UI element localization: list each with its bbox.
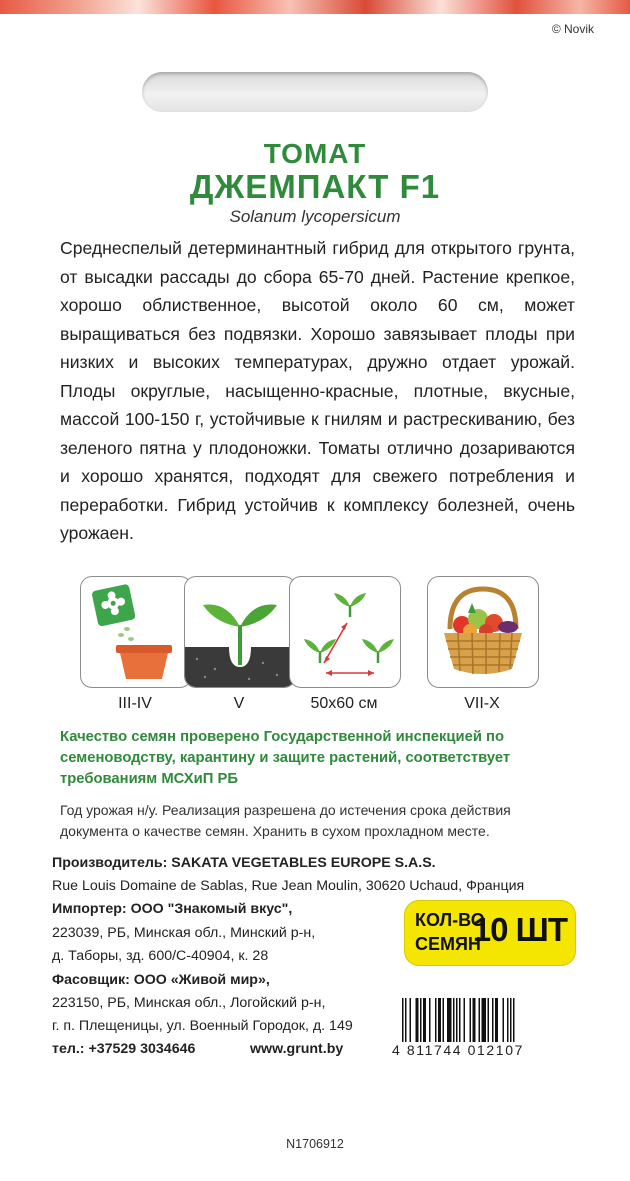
seed-count-line-2: СЕМЯН	[415, 934, 481, 954]
sowing-card	[80, 576, 192, 688]
barcode-bar	[443, 998, 445, 1042]
packer-title: Фасовщик: ООО «Живой мир»,	[52, 972, 270, 988]
barcode-bar	[479, 998, 481, 1042]
barcode-bar	[405, 998, 407, 1042]
barcode-bar	[513, 998, 515, 1042]
variety-title: ДЖЕМПАКТ F1	[189, 168, 441, 205]
quality-statement: Качество семян проверено Государственной инспекцией по семеноводству, карантину и защите растений, соответствует требованиям МСХиП РБ	[60, 729, 511, 787]
seed-count-badge	[405, 901, 575, 965]
barcode-bar	[510, 998, 512, 1042]
barcode-bar	[507, 998, 509, 1042]
packer-address-2: г. п. Плещеницы, ул. Военный Городок, д. 149	[52, 1018, 353, 1034]
batch-number: N1706912	[286, 1137, 344, 1151]
barcode-bar	[473, 998, 476, 1042]
barcode-bar	[416, 998, 419, 1042]
seed-count-line-1: КОЛ-ВО	[415, 910, 485, 930]
barcode-bar	[435, 998, 437, 1042]
barcode-bar	[470, 998, 472, 1042]
barcode-bar	[402, 998, 404, 1042]
barcode-digits: 4 811744 012107	[392, 1042, 524, 1058]
barcode-bar	[488, 998, 490, 1042]
seedling-icon	[185, 577, 295, 687]
producer-title: Производитель: SAKATA VEGETABLES EUROPE S.A.S.	[52, 855, 436, 871]
barcode-bar	[459, 998, 461, 1042]
barcode-bar	[456, 998, 458, 1042]
latin-name: Solanum lycopersicum	[229, 207, 401, 226]
barcode-bar	[464, 998, 466, 1042]
seedling-card	[184, 576, 296, 688]
top-photo-strip	[0, 0, 630, 14]
crop-kind: ТОМАТ	[263, 138, 367, 169]
harvest-label: VII-X	[464, 695, 500, 712]
barcode-bar	[453, 998, 455, 1042]
importer-address-1: 223039, РБ, Минская обл., Минский р-н,	[52, 925, 316, 941]
website: www.grunt.by	[250, 1041, 344, 1057]
barcode-bar	[495, 998, 498, 1042]
hang-slot	[142, 72, 488, 112]
barcode-bar	[492, 998, 494, 1042]
scheme-card	[289, 576, 401, 688]
importer-title: Импортер: ООО "Знакомый вкус",	[52, 901, 293, 917]
barcode-bar	[423, 998, 426, 1042]
barcode	[400, 998, 572, 1042]
barcode-bar	[410, 998, 412, 1042]
barcode-bar	[429, 998, 431, 1042]
barcode-bar	[447, 998, 452, 1042]
sowing-label: III-IV	[118, 695, 152, 712]
description-text: Среднеспелый детерминантный гибрид для открытого грунта, от высадки рассады до сбора 65-70 дней. Растение крепкое, хорошо облиственное, высотой около 60 см, может выращиваться без подвязки. Хорошо завязывает плоды при низких и высоких температурах, дружно отдает урожай. Плоды округлые, насыщенно-красные, плотные, вкусные, массой 100-150 г, устойчивые к гнилям и растрескиванию, без зеленого пятна у плодоножки. Томаты отлично дозариваются и хорошо хранятся, подходят для свежего потребления и переработки. Гибрид устойчив к комплексу болезней, очень урожаен.	[60, 238, 575, 543]
packer-address-1: 223150, РБ, Минская обл., Логойский р-н,	[52, 995, 326, 1011]
barcode-bar	[438, 998, 441, 1042]
harvest-basket-icon	[428, 577, 538, 687]
producer-address: Rue Louis Domaine de Sablas, Rue Jean Moulin, 30620 Uchaud, Франция	[52, 878, 525, 894]
planting-scheme-icon	[290, 577, 400, 687]
seedling-label: V	[233, 695, 245, 712]
barcode-bar	[420, 998, 422, 1042]
copyright: © Novik	[551, 22, 594, 36]
storage-notes: Год урожая н/у. Реализация разрешена до истечения срока действия документа о качестве семян. Хранить в сухом прохладном месте.	[60, 802, 511, 839]
seed-count-value: 10 ШТ	[472, 911, 567, 948]
scheme-label: 50x60 см	[310, 695, 378, 712]
sowing-pot-icon	[81, 577, 191, 687]
phone: тел.: +37529 3034646	[52, 1041, 196, 1057]
importer-address-2: д. Таборы, зд. 600/С-40904, к. 28	[52, 948, 269, 964]
barcode-bar	[482, 998, 487, 1042]
barcode-bar	[503, 998, 505, 1042]
harvest-card	[427, 576, 539, 688]
